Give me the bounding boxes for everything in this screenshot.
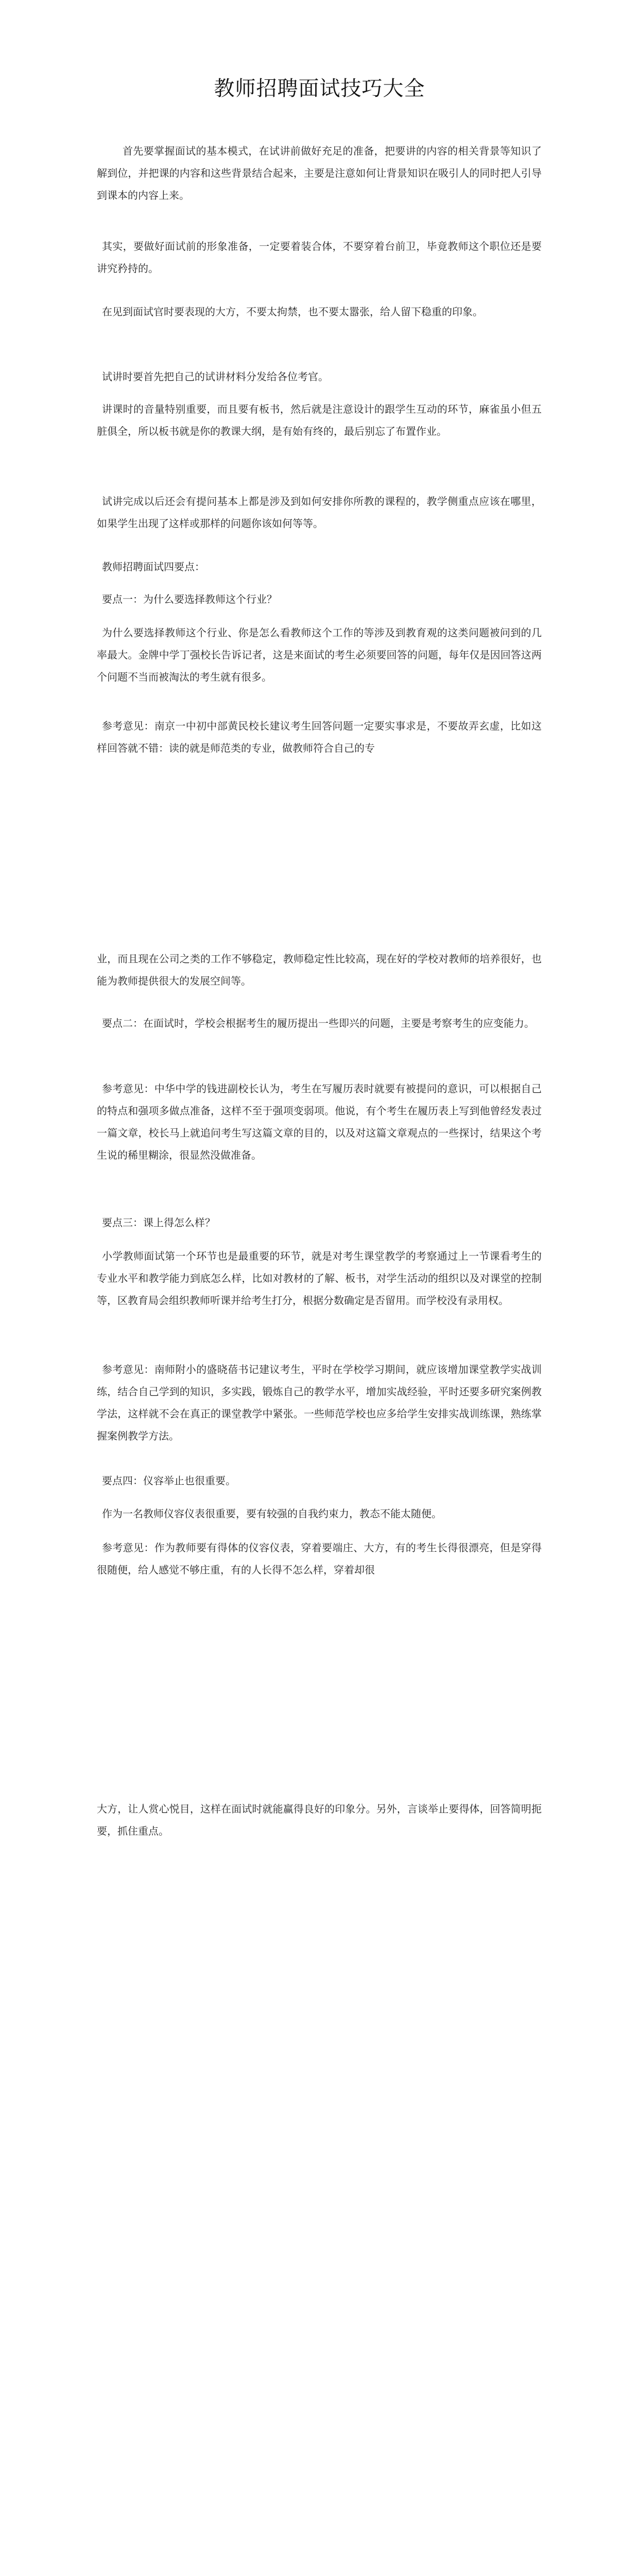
point-four-advice: 参考意见：作为教师要有得体的仪容仪表，穿着要端庄、大方，有的考生长得很漂亮，但是穿得很随便，给人感觉不够庄重，有的人长得不怎么样，穿着却很	[97, 1541, 542, 1576]
point-one-advice-continued: 业，而且现在公司之类的工作不够稳定，教师稳定性比较高，现在好的学校对教师的培养很好，也能为教师提供很大的发展空间等。	[97, 953, 542, 987]
document-title: 教师招聘面试技巧大全	[214, 77, 425, 100]
point-four-heading: 要点四：仪容举止也很重要。	[102, 1475, 236, 1487]
point-two-advice: 参考意见：中华中学的钱进副校长认为，考生在写履历表时就要有被提问的意识，可以根据自己的特点和强项多做点准备，这样不至于强项变弱项。他说，有个考生在履历表上写到他曾经发表过一篇文章，校长马上就追问考生写这篇文章的目的，以及对这篇文章观点的一些探讨，结果这个考生说的稀里糊涂，很显然没做准备。	[97, 1082, 542, 1161]
paragraph-questions: 试讲完成以后还会有提问基本上都是涉及到如何安排你所教的课程的，教学侧重点应该在哪里，如果学生出现了这样或那样的问题你该如何等等。	[97, 495, 542, 530]
point-four-body: 作为一名教师仪容仪表很重要，要有较强的自我约束力，教态不能太随便。	[102, 1507, 442, 1520]
point-four-advice-continued: 大方，让人赏心悦目，这样在面试时就能赢得良好的印象分。另外，言谈举止要得体，回答简明扼要，抓住重点。	[97, 1803, 542, 1837]
paragraph-intro: 首先要掌握面试的基本模式，在试讲前做好充足的准备，把要讲的内容的相关背景等知识了解到位，并把课的内容和这些背景结合起来，主要是注意如何让背景知识在吸引人的同时把人引导到课本的内容上来。	[97, 145, 542, 201]
paragraph-demeanor: 在见到面试官时要表现的大方，不要太拘禁，也不要太嚣张，给人留下稳重的印象。	[102, 306, 483, 318]
point-three-advice: 参考意见：南师附小的盛晓蓓书记建议考生，平时在学校学习期间，就应该增加课堂教学实战训练，结合自己学到的知识，多实践，锻炼自己的教学水平，增加实战经验，平时还要多研究案例教学法，这样就不会在真正的课堂教学中紧张。一些师范学校也应多给学生安排实战训练课，熟练掌握案例教学方法。	[97, 1363, 542, 1442]
point-three-heading: 要点三：课上得怎么样？	[102, 1216, 215, 1229]
point-three-body: 小学教师面试第一个环节也是最重要的环节，就是对考生课堂教学的考察通过上一节课看考生的专业水平和教学能力到底怎么样，比如对教材的了解、板书，对学生活动的组织以及对课堂的控制等，区教育局会组织教师听课并给考生打分，根据分数确定是否留用。而学校没有录用权。	[97, 1250, 542, 1307]
point-two-heading: 要点二：在面试时，学校会根据考生的履历提出一些即兴的问题，主要是考察考生的应变能力。	[102, 1017, 534, 1029]
point-one-heading: 要点一：为什么要选择教师这个行业？	[102, 593, 277, 605]
point-one-advice: 参考意见：南京一中初中部黄民校长建议考生回答问题一定要实事求是，不要故弄玄虚，比如这样回答就不错：读的就是师范类的专业，做教师符合自己的专	[97, 720, 542, 754]
section-heading-four-points: 教师招聘面试四要点：	[102, 561, 205, 573]
paragraph-materials: 试讲时要首先把自己的试讲材料分发给各位考官。	[102, 370, 329, 383]
paragraph-appearance: 其实，要做好面试前的形象准备，一定要着装合体，不要穿着台前卫，毕竟教师这个职位还是要讲究矜持的。	[97, 240, 542, 275]
paragraph-volume: 讲课时的音量特别重要，而且要有板书，然后就是注意设计的跟学生互动的环节，麻雀虽小但五脏俱全，所以板书就是你的教课大纲，是有始有终的，最后别忘了布置作业。	[97, 403, 542, 437]
point-one-body: 为什么要选择教师这个行业、你是怎么看教师这个工作的等涉及到教育观的这类问题被问到的几率最大。金牌中学丁强校长告诉记者，这是来面试的考生必须要回答的问题，每年仅是因回答这两个问题不当而被淘汰的考生就有很多。	[97, 626, 542, 683]
